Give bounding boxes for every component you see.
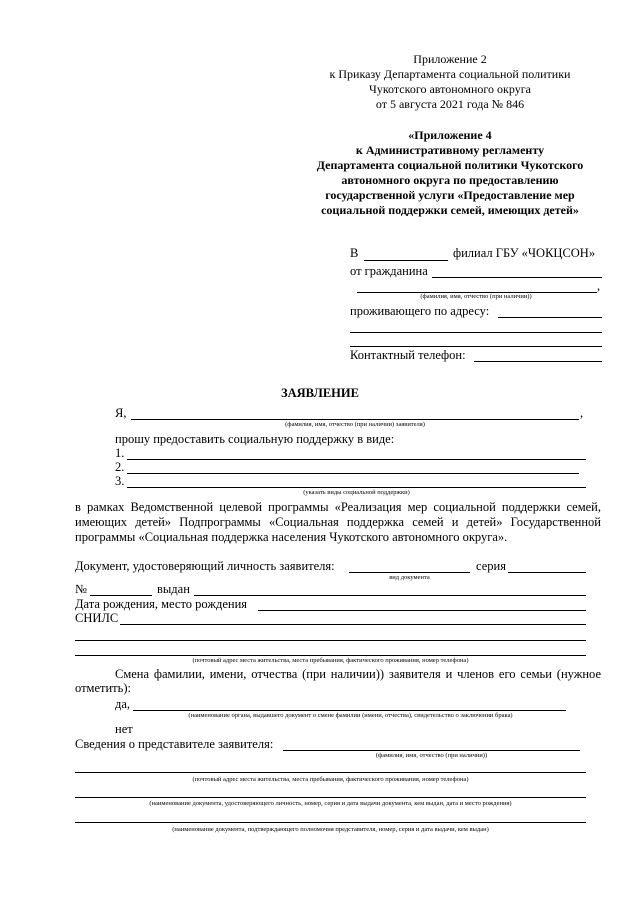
order-reference: к Приказу Департамента социальной политики [329,67,571,81]
snils-field[interactable] [120,624,586,625]
change-doc-hint: (наименование органа, выдавшего документ о смене фамилии (имени, отчества), свидетельство о заключении брака) [188,712,513,719]
types-hint: (указать виды социальной поддержки) [303,489,410,496]
id-document-label: Документ, удостоверяющий личность заявителя: [75,559,335,573]
birth-label: Дата рождения, место рождения [75,597,248,611]
applicant-name-field[interactable] [131,419,579,420]
ya-label: Я, [115,406,127,420]
address-field-3[interactable] [350,346,602,347]
appendix-number: Приложение 2 [413,52,487,66]
address-hint: (почтовый адрес места жительства, места пребывания, фактического проживания, номер телефона) [192,657,469,664]
rep-address-field[interactable] [75,772,586,773]
support-type-3-field[interactable] [127,487,586,488]
no-option[interactable]: нет [115,722,133,736]
regulation-line-5: государственной услуги «Предоставление мер [325,188,575,202]
representative-name-field[interactable] [283,750,580,751]
item-1-number: 1. [115,446,125,460]
order-date: от 5 августа 2021 года № 846 [375,97,525,111]
rep-power-hint: (наименование документа, подтверждающего полномочия представителя, номер, серия и дата выдачи, кем выдан) [172,826,489,833]
rep-id-field[interactable] [75,797,586,798]
branch-field[interactable] [364,260,448,261]
regulation-line-6: социальной поддержки семей, имеющих детей» [321,203,579,217]
doc-number-field[interactable] [90,595,152,596]
item-2-number: 2. [115,460,125,474]
document-title: ЗАЯВЛЕНИЕ [281,386,359,400]
applicant-hint: (фамилия, имя, отчество (при наличии) заявителя) [285,421,425,428]
comma-2: , [580,406,584,420]
regulation-line-3: Департамента социальной политики Чукотского [316,158,584,172]
address-field-1[interactable] [498,317,602,318]
yes-option[interactable]: да, [115,697,131,711]
address-line-2[interactable] [75,655,586,656]
rep-power-field[interactable] [75,822,586,823]
doc-type-hint: вид документа [389,574,430,581]
item-3-number: 3. [115,474,125,488]
id-document-type-field[interactable] [349,572,470,573]
rep-address-hint: (почтовый адрес места жительства, места пребывания, фактического проживания, номер телефона) [192,776,469,783]
support-type-2-field[interactable] [127,473,579,474]
series-field[interactable] [508,572,586,573]
fio-hint: (фамилия, имя, отчество (при наличии)) [420,293,532,300]
birth-field[interactable] [258,610,586,611]
issued-label: выдан [157,582,190,596]
from-citizen-label: от гражданина [350,264,428,278]
branch-name: филиал ГБУ «ЧОКЦСОН» [453,246,596,260]
citizen-name-field[interactable] [432,277,602,278]
number-label: № [75,582,87,596]
program-paragraph: в рамках Ведомственной целевой программы «Реализация мер социальной поддержки семей, имеющих детей» Подпрограммы «Социальная поддержка семей и детей» Государственной программы «Социальная поддержка населения Чукотского автономного округа». [75,500,601,544]
phone-label: Контактный телефон: [350,348,466,362]
address-line-1[interactable] [75,640,586,641]
series-label: серия [476,559,506,573]
residing-label: проживающего по адресу: [350,304,490,318]
address-field-2[interactable] [350,332,602,333]
support-type-1-field[interactable] [127,459,586,460]
regulation-appendix: «Приложение 4 [408,128,492,142]
rep-fio-hint: (фамилия, имя, отчество (при наличии)) [375,752,488,759]
change-doc-field[interactable] [133,710,566,711]
to-prefix: В [350,246,359,260]
request-text: прошу предоставить социальную поддержку в виде: [115,432,395,446]
comma: , [597,279,601,293]
regulation-line-2: к Административному регламенту [355,143,545,157]
representative-label: Сведения о представителе заявителя: [75,737,274,751]
issued-by-field[interactable] [194,595,586,596]
snils-label: СНИЛС [75,611,119,625]
region-name: Чукотского автономного округа [369,82,531,96]
phone-field[interactable] [474,361,602,362]
regulation-line-4: автономного округа по предоставлению [341,173,559,187]
rep-id-hint: (наименование документа, удостоверяющего личность, номер, серия и дата выдачи документа, кем выдан, дата и место рождения) [149,800,512,807]
change-paragraph: Смена фамилии, имени, отчества (при наличии)) заявителя и членов его семьи (нужное отметить): [75,667,601,695]
